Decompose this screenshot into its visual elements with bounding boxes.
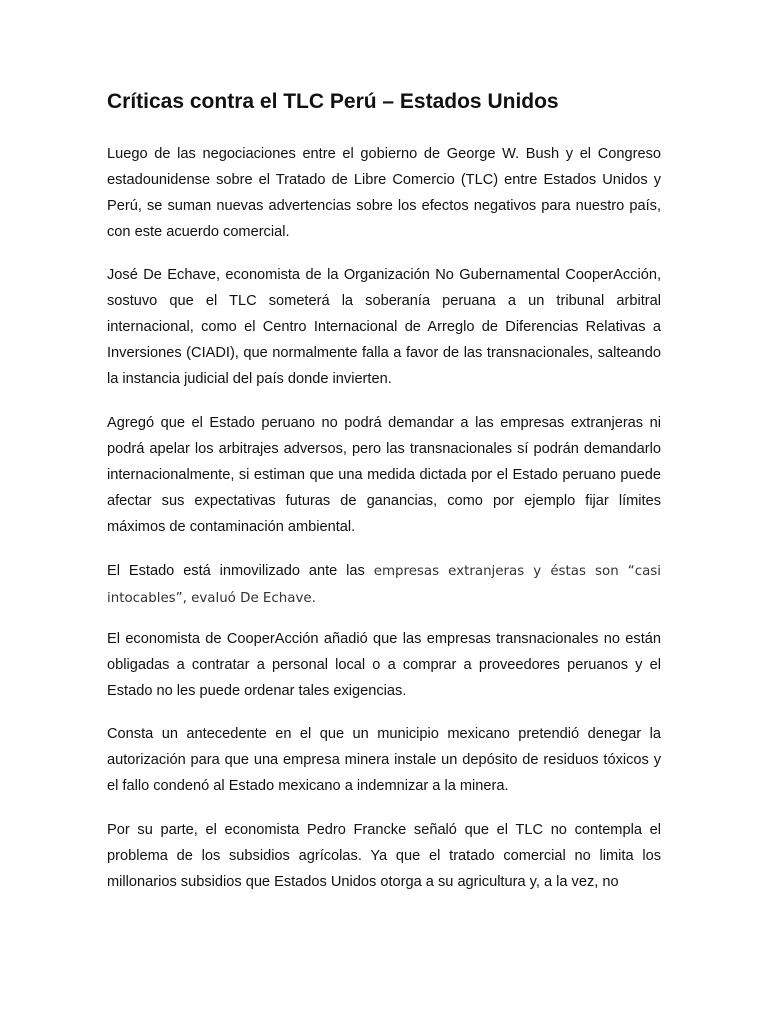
paragraph-francke: Por su parte, el economista Pedro Francke señaló que el TLC no contempla el problema de los subsidios agrícolas. Ya que el tratado comercial no limita los millonarios subsidios que Estados Unidos otorga a su agricultura y, a la vez, no xyxy=(107,822,661,890)
paragraph-cooperaccion: El economista de CooperAcción añadió que las empresas transnacionales no están obligadas a contratar a personal local o a comprar a proveedores peruanos y el Estado no les puede ordenar tales exigencias. xyxy=(107,631,661,699)
paragraph-state-immobilized xyxy=(107,558,661,612)
paragraph-state-cannot-sue: Agregó que el Estado peruano no podrá demandar a las empresas extranjeras ni podrá apelar los arbitrajes adversos, pero las transnacionales sí podrán demandarlo internacionalmente, si estiman que una medida dictada por el Estado peruano puede afectar sus expectativas futuras de ganancias, como por ejemplo fijar límites máximos de contaminación ambiental. xyxy=(107,415,661,535)
paragraph-mexican-precedent: Consta un antecedente en el que un municipio mexicano pretendió denegar la autorización para que una empresa minera instale un depósito de residuos tóxicos y el fallo condenó al Estado mexicano a indemnizar a la minera. xyxy=(107,726,661,794)
page-title: Críticas contra el TLC Perú – Estados Unidos xyxy=(107,90,559,113)
paragraph-state-immobilized-part1: El Estado está inmovilizado ante las xyxy=(107,563,374,579)
paragraph-negotiations: Luego de las negociaciones entre el gobierno de George W. Bush y el Congreso estadounidense sobre el Tratado de Libre Comercio (TLC) entre Estados Unidos y Perú, se suman nuevas advertencias sobre los efectos negativos para nuestro país, con este acuerdo comercial. xyxy=(107,146,661,240)
paragraph-de-echave: José De Echave, economista de la Organización No Gubernamental CooperAcción, sostuvo que el TLC someterá la soberanía peruana a un tribunal arbitral internacional, como el Centro Internacional de Arreglo de Diferencias Relativas a Inversiones (CIADI), que normalmente falla a favor de las transnacionales, salteando la instancia judicial del país donde invierten. xyxy=(107,267,661,387)
paragraph-state-immobilized-part2: empresas extranjeras y éstas son “casi intocables”, evaluó De Echave. xyxy=(107,564,662,606)
